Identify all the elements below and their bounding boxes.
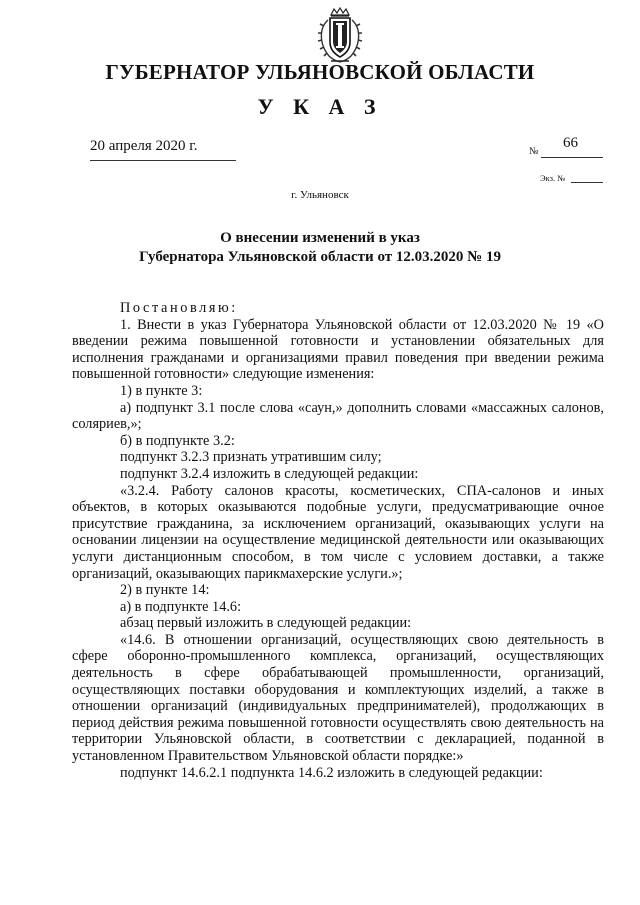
paragraph-8: 2) в пункте 14:: [120, 582, 210, 599]
paragraph-12: подпункт 14.6.2.1 подпункта 14.6.2 изложить в следующей редакции:: [120, 764, 543, 781]
copy-label: Экз. №: [540, 173, 566, 183]
paragraph-7: «3.2.4. Работу салонов красоты, косметических, СПА-салонов и иных объектов, в которых оказываются подобные услуги, предусматривающие очное присутствие гражданина, за исключением организаций, оказывающих услуги на основании лицензии на осуществление медицинской деятельности или оказывающих услуги дистанционным способом, в том числе с условием доставки, а также организаций, оказывающих парикмахерские услуги.»;: [72, 482, 604, 582]
issuer-title: ГУБЕРНАТОР УЛЬЯНОВСКОЙ ОБЛАСТИ: [105, 60, 535, 84]
document-number: 66: [563, 135, 578, 151]
paragraph-11: «14.6. В отношении организаций, осуществляющих свою деятельность в сфере оборонно-промышленного комплекса, организаций, осуществляющих деятельность в сфере обрабатывающей промышленности, организаций, осуществляющих поставки оборудования и комплектующих изделий, а также в отношении организаций (индивидуальных предпринимателей), продолжающих в период действия режима повышенной готовности осуществлять свою деятельность на территории Ульяновской области, в соответствии с декларацией, поданной в установленном Правительством Ульяновской области порядке:»: [72, 631, 604, 765]
paragraph-4: б) в подпункте 3.2:: [120, 432, 235, 449]
preamble: Постановляю:: [120, 300, 238, 316]
document-body: [72, 300, 604, 781]
paragraph-6: подпункт 3.2.4 изложить в следующей редакции:: [120, 465, 419, 482]
paragraph-5: подпункт 3.2.3 признать утратившим силу;: [120, 449, 382, 466]
paragraph-9: а) в подпункте 14.6:: [120, 598, 242, 615]
paragraph-10: абзац первый изложить в следующей редакции:: [120, 615, 412, 632]
copy-underline: [571, 182, 603, 183]
document-subject: [0, 229, 640, 267]
paragraph-1: 1. Внести в указ Губернатора Ульяновской области от 12.03.2020 № 19 «О введении режима повышенной готовности и установлении обязательных для исполнения гражданами и организациями правил поведения при введении режима повышенной готовности» следующие изменения:: [72, 316, 604, 383]
document-type: У К А З: [257, 94, 383, 119]
paragraph-3: а) подпункт 3.1 после слова «саун,» дополнить словами «массажных салонов, соляриев,»;: [72, 399, 604, 433]
coat-of-arms-emblem: [309, 6, 371, 66]
date-underline: [90, 160, 236, 161]
document-date: 20 апреля 2020 г.: [90, 138, 198, 154]
subject-line-2: Губернатора Ульяновской области от 12.03.2020 № 19: [139, 249, 501, 265]
city: г. Ульяновск: [291, 189, 349, 201]
subject-line-1: О внесении изменений в указ: [220, 230, 420, 246]
number-sign: №: [529, 146, 539, 157]
number-underline: [541, 157, 603, 158]
paragraph-2: 1) в пункте 3:: [120, 382, 203, 399]
